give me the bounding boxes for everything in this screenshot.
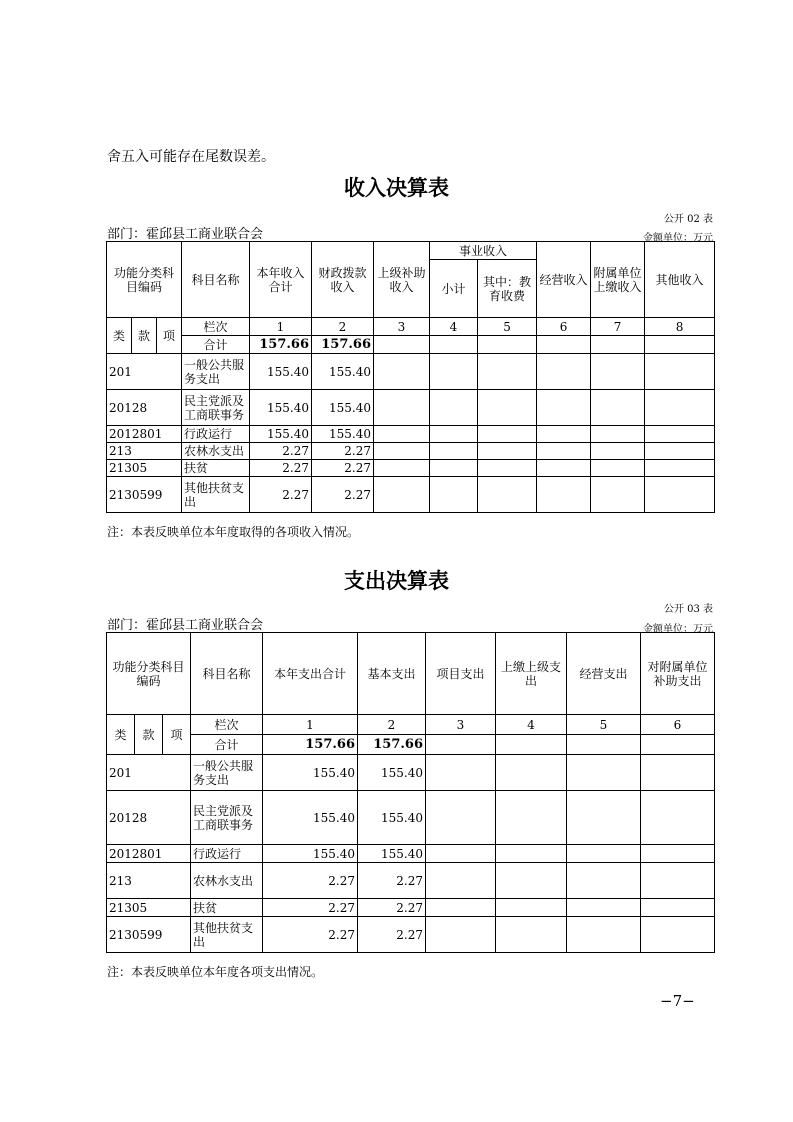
income-total-value: 157.66 xyxy=(312,336,374,354)
row-name: 民主党派及工商联事务 xyxy=(191,791,263,845)
row-code: 20128 xyxy=(107,791,191,845)
expense-header-operating: 经营支出 xyxy=(567,633,641,715)
income-header-affiliated: 附属单位上缴收入 xyxy=(591,242,645,318)
income-header-lanci: 栏次 xyxy=(182,318,250,336)
expense-table xyxy=(106,632,715,953)
row-value: 2.27 xyxy=(358,899,426,917)
row-value: 2.27 xyxy=(250,477,312,513)
row-value: 2.27 xyxy=(263,917,358,953)
table-row xyxy=(107,899,715,917)
expense-table-number: 公开 03 表 xyxy=(663,604,713,615)
income-department: 部门：霍邱县工商业联合会 xyxy=(107,227,264,242)
row-name: 民主党派及工商联事务 xyxy=(182,390,250,426)
income-col-num: 1 xyxy=(250,318,312,336)
expense-col-num: 6 xyxy=(641,715,715,735)
income-header-func-code: 功能分类科目编码 xyxy=(107,242,182,318)
income-col-num: 6 xyxy=(537,318,591,336)
expense-col-num: 5 xyxy=(567,715,641,735)
row-value: 155.40 xyxy=(263,791,358,845)
income-table xyxy=(106,241,715,513)
income-col-num: 3 xyxy=(374,318,430,336)
row-name: 一般公共服务支出 xyxy=(191,755,263,791)
income-header-lei: 类 xyxy=(107,318,132,354)
income-header-kuan: 款 xyxy=(132,318,157,354)
expense-header-basic: 基本支出 xyxy=(358,633,426,715)
row-name: 其他扶贫支出 xyxy=(182,477,250,513)
row-name: 扶贫 xyxy=(191,899,263,917)
table-row xyxy=(107,354,715,390)
income-note: 注：本表反映单位本年度取得的各项收入情况。 xyxy=(107,525,360,539)
expense-header-lanci: 栏次 xyxy=(191,715,263,735)
expense-header-year-expense: 本年支出合计 xyxy=(263,633,358,715)
lead-text: 舍五入可能存在尾数误差。 xyxy=(107,149,275,165)
row-code: 20128 xyxy=(107,390,182,426)
table-row xyxy=(107,791,715,845)
row-code: 2012801 xyxy=(107,426,182,443)
table-row xyxy=(107,443,715,460)
row-code: 21305 xyxy=(107,460,182,477)
row-value: 155.40 xyxy=(312,390,374,426)
page-number: −7− xyxy=(660,992,695,1010)
expense-col-num: 1 xyxy=(263,715,358,735)
expense-department: 部门：霍邱县工商业联合会 xyxy=(107,618,264,633)
row-code: 213 xyxy=(107,443,182,460)
income-header-edu-fee: 其中：教育收费 xyxy=(478,260,537,318)
row-value: 2.27 xyxy=(358,863,426,899)
income-header-business: 事业收入 xyxy=(430,242,537,260)
table-row xyxy=(107,755,715,791)
row-name: 农林水支出 xyxy=(191,863,263,899)
income-header-other: 其他收入 xyxy=(645,242,715,318)
row-value: 2.27 xyxy=(263,899,358,917)
expense-note: 注：本表反映单位本年度各项支出情况。 xyxy=(107,965,324,979)
row-value: 155.40 xyxy=(312,354,374,390)
expense-header-lei: 类 xyxy=(107,715,135,755)
row-value: 2.27 xyxy=(312,443,374,460)
row-name: 农林水支出 xyxy=(182,443,250,460)
income-col-num: 4 xyxy=(430,318,478,336)
row-value: 2.27 xyxy=(312,460,374,477)
expense-col-num: 3 xyxy=(426,715,496,735)
row-name: 行政运行 xyxy=(182,426,250,443)
expense-header-subject: 科目名称 xyxy=(191,633,263,715)
expense-title: 支出决算表 xyxy=(344,569,449,593)
income-header-xiang: 项 xyxy=(157,318,182,354)
income-header-subtotal: 小计 xyxy=(430,260,478,318)
row-code: 201 xyxy=(107,354,182,390)
row-code: 2130599 xyxy=(107,477,182,513)
expense-header-func-code: 功能分类科目编码 xyxy=(107,633,191,715)
table-row xyxy=(107,460,715,477)
row-value: 155.40 xyxy=(263,755,358,791)
expense-total-value: 157.66 xyxy=(358,735,426,755)
row-code: 213 xyxy=(107,863,191,899)
row-value: 155.40 xyxy=(250,390,312,426)
expense-header-project: 项目支出 xyxy=(426,633,496,715)
row-code: 2012801 xyxy=(107,845,191,863)
row-value: 155.40 xyxy=(263,845,358,863)
row-value: 155.40 xyxy=(250,426,312,443)
row-value: 155.40 xyxy=(358,845,426,863)
income-table-number: 公开 02 表 xyxy=(663,214,713,225)
table-row xyxy=(107,477,715,513)
row-value: 2.27 xyxy=(263,863,358,899)
row-value: 155.40 xyxy=(358,755,426,791)
table-row xyxy=(107,426,715,443)
row-value: 2.27 xyxy=(250,443,312,460)
income-col-num: 8 xyxy=(645,318,715,336)
income-total-value: 157.66 xyxy=(250,336,312,354)
row-value: 2.27 xyxy=(250,460,312,477)
row-value: 2.27 xyxy=(358,917,426,953)
row-name: 扶贫 xyxy=(182,460,250,477)
expense-unit: 金额单位：万元 xyxy=(643,624,713,635)
income-col-num: 5 xyxy=(478,318,537,336)
income-col-num: 2 xyxy=(312,318,374,336)
income-header-subject: 科目名称 xyxy=(182,242,250,318)
expense-col-num: 2 xyxy=(358,715,426,735)
row-code: 201 xyxy=(107,755,191,791)
row-name: 其他扶贫支出 xyxy=(191,917,263,953)
expense-header-kuan: 款 xyxy=(135,715,163,755)
table-row xyxy=(107,845,715,863)
row-name: 行政运行 xyxy=(191,845,263,863)
income-unit: 金额单位：万元 xyxy=(643,233,713,244)
row-value: 155.40 xyxy=(312,426,374,443)
expense-header-xiang: 项 xyxy=(163,715,191,755)
income-header-superior: 上级补助收入 xyxy=(374,242,430,318)
row-value: 2.27 xyxy=(312,477,374,513)
table-row xyxy=(107,390,715,426)
table-row xyxy=(107,917,715,953)
row-value: 155.40 xyxy=(358,791,426,845)
income-col-num: 7 xyxy=(591,318,645,336)
row-code: 21305 xyxy=(107,899,191,917)
income-header-year-income: 本年收入合计 xyxy=(250,242,312,318)
expense-total-value: 157.66 xyxy=(263,735,358,755)
expense-header-affiliated-subsidy: 对附属单位补助支出 xyxy=(641,633,715,715)
row-name: 一般公共服务支出 xyxy=(182,354,250,390)
expense-header-superior-pay: 上缴上级支出 xyxy=(496,633,567,715)
income-title: 收入决算表 xyxy=(344,176,449,200)
income-header-operating: 经营收入 xyxy=(537,242,591,318)
expense-col-num: 4 xyxy=(496,715,567,735)
income-total-label: 合计 xyxy=(182,336,250,354)
row-code: 2130599 xyxy=(107,917,191,953)
expense-total-label: 合计 xyxy=(191,735,263,755)
table-row xyxy=(107,863,715,899)
income-header-fiscal: 财政拨款收入 xyxy=(312,242,374,318)
row-value: 155.40 xyxy=(250,354,312,390)
